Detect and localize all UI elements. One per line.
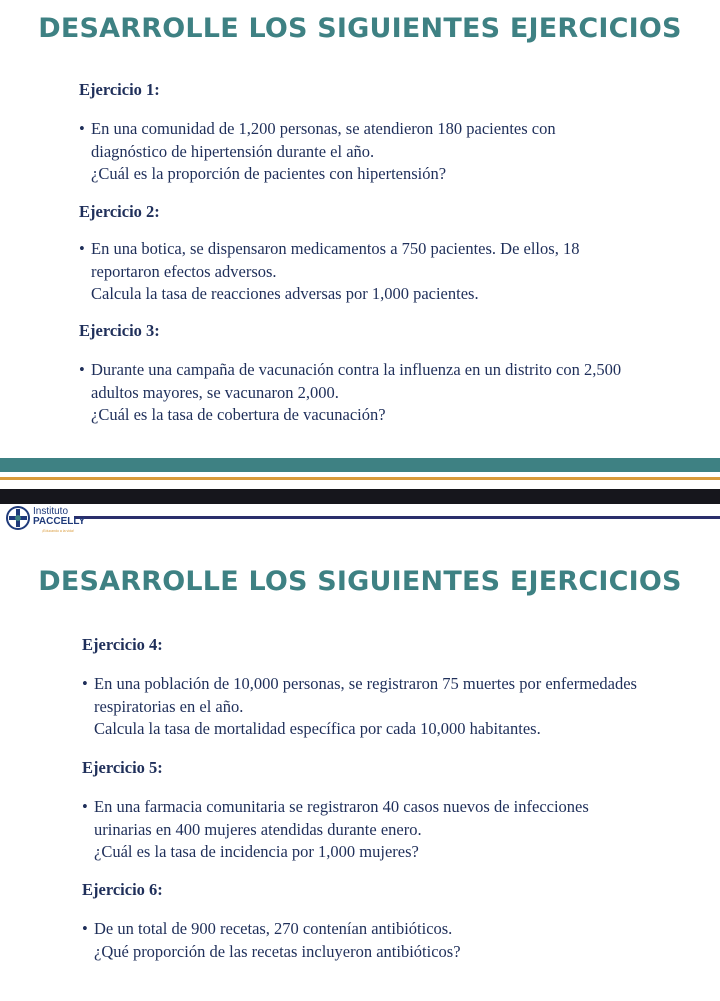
exercise-line: De un total de 900 recetas, 270 contenían antibióticos. <box>94 919 453 938</box>
exercise-heading: Ejercicio 2: <box>79 202 160 221</box>
logo-tagline: ¡Educando a la vida! <box>42 529 74 533</box>
exercise-line: Durante una campaña de vacunación contra la influenza en un distrito con 2,500 <box>91 360 622 379</box>
slide-1 <box>0 0 720 458</box>
exercise-line: respiratorias en el año. <box>94 696 244 716</box>
exercise-line: En una botica, se dispensaron medicamentos a 750 pacientes. De ellos, 18 <box>91 239 580 258</box>
exercise-line: reportaron efectos adversos. <box>91 261 277 281</box>
bullet-icon: • <box>82 674 88 693</box>
institute-logo <box>6 505 86 539</box>
exercise-line: urinarias en 400 mujeres atendidas durante enero. <box>94 819 422 839</box>
bullet-icon: • <box>79 360 85 379</box>
logo-text-paccelly: PACCELLY <box>33 516 86 527</box>
exercise-line: ¿Cuál es la tasa de cobertura de vacunación? <box>91 405 386 424</box>
exercise-heading: Ejercicio 1: <box>79 80 160 99</box>
separator-band-teal <box>0 458 720 472</box>
exercise-text <box>82 918 461 963</box>
exercise-text <box>79 118 556 186</box>
exercise-text <box>79 238 580 306</box>
bullet-icon: • <box>79 119 85 138</box>
exercise-line: Calcula la tasa de mortalidad específica por cada 10,000 habitantes. <box>94 719 541 738</box>
slide-title: DESARROLLE LOS SIGUIENTES EJERCICIOS <box>38 13 682 44</box>
bullet-icon: • <box>79 239 85 258</box>
logo-emblem-icon <box>6 506 30 530</box>
exercise-line: diagnóstico de hipertensión durante el año. <box>91 141 375 161</box>
separator-band-dark <box>0 489 720 504</box>
bullet-icon: • <box>82 797 88 816</box>
logo-rule <box>74 516 720 519</box>
exercise-text <box>82 673 637 741</box>
bullet-icon: • <box>82 919 88 938</box>
logo-text-instituto: Instituto <box>33 506 69 517</box>
exercise-line: Calcula la tasa de reacciones adversas por 1,000 pacientes. <box>91 284 479 303</box>
exercise-heading: Ejercicio 5: <box>82 758 163 777</box>
exercise-line: adultos mayores, se vacunaron 2,000. <box>91 382 339 402</box>
exercise-line: En una farmacia comunitaria se registraron 40 casos nuevos de infecciones <box>94 797 589 816</box>
slide-title: DESARROLLE LOS SIGUIENTES EJERCICIOS <box>38 566 682 597</box>
exercise-line: En una comunidad de 1,200 personas, se atendieron 180 pacientes con <box>91 119 556 138</box>
exercise-heading: Ejercicio 3: <box>79 321 160 340</box>
exercise-line: ¿Cuál es la tasa de incidencia por 1,000 mujeres? <box>94 842 419 861</box>
exercise-text <box>82 796 589 864</box>
separator-band-orange <box>0 477 720 480</box>
exercise-heading: Ejercicio 4: <box>82 635 163 654</box>
exercise-line: ¿Qué proporción de las recetas incluyeron antibióticos? <box>94 941 461 961</box>
slide-2 <box>0 540 720 1001</box>
exercise-text <box>79 359 622 427</box>
exercise-line: En una población de 10,000 personas, se registraron 75 muertes por enfermedades <box>94 674 637 693</box>
exercise-heading: Ejercicio 6: <box>82 880 163 899</box>
exercise-line: ¿Cuál es la proporción de pacientes con hipertensión? <box>91 164 447 183</box>
